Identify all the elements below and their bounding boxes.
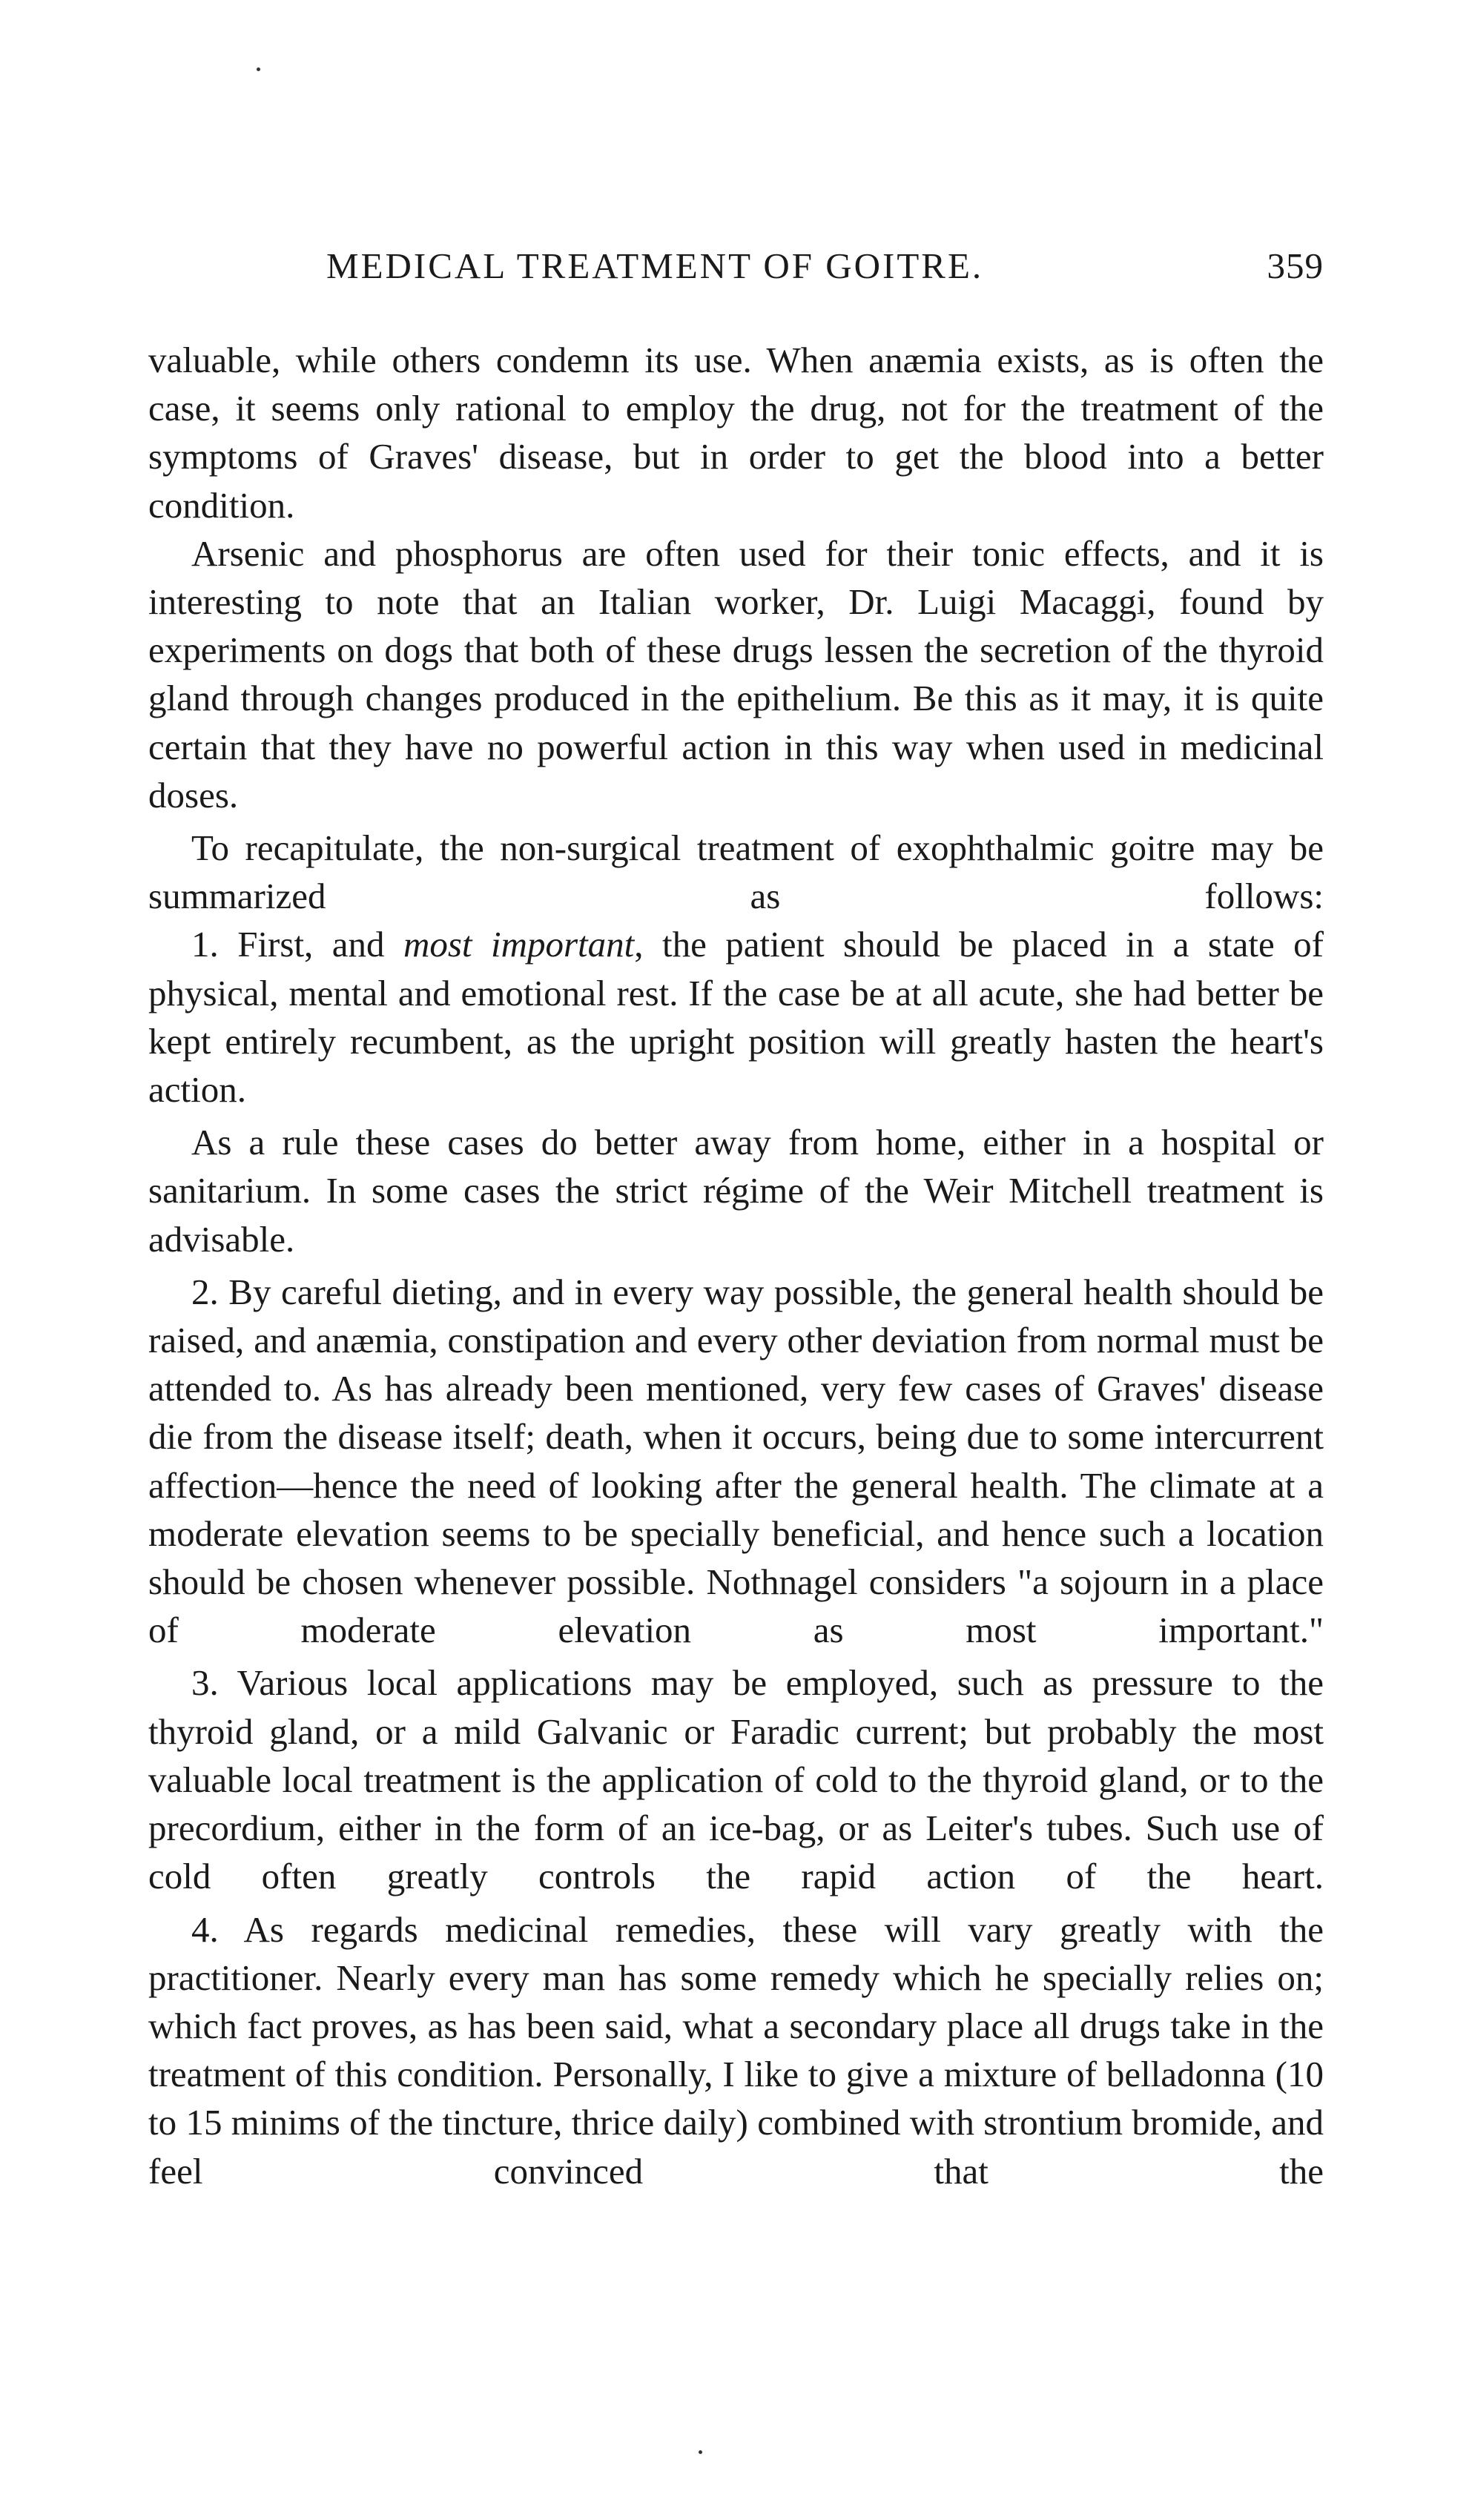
page-mark-top xyxy=(257,67,260,71)
paragraph-2: Arsenic and phosphorus are often used for their tonic effects, and it is interesting to note that an Italian worker, Dr. Luigi Macaggi, found by experiments on dogs that both of these drugs lessen the secretion of the thyroid gland through changes produced in the epithelium. Be this as it may, it is quite certain that they have no powerful action in this way when used in medicinal doses. xyxy=(148,532,1324,816)
running-title: MEDICAL TREATMENT OF GOITRE. xyxy=(326,245,984,286)
paragraph-1: valuable, while others condemn its use. When anæmia exists, as is often the case, it seems only rational to employ the drug, not for the treatment of the symptoms of Graves' disease, but in order to get the blood into a better condition. xyxy=(148,340,1324,526)
paragraph-7: 3. Various local applications may be employed, such as pressure to the thyroid gland, or a mild Galvanic or Faradic current; but probably the most valuable local treatment is the application of cold to the thyroid gland, or to the precordium, either in the form of an ice-bag, or as Leiter's tubes. Such use of cold often greatly controls the rapid action of the heart. xyxy=(148,1662,1324,1897)
paragraph-8: 4. As regards medicinal remedies, these will vary greatly with the practitioner. Nearly every man has some remedy which he specially relies on; which fact proves, as has been said, what a secondary place all drugs take in the treatment of this condition. Personally, I like to give a mixture of belladonna (10 to 15 minims of the tincture, thrice daily) combined with strontium bromide, and feel convinced that the xyxy=(148,1908,1324,2192)
paragraph-3: To recapitulate, the non-surgical treatment of exophthalmic goitre may be summarized as follows: xyxy=(148,827,1324,917)
page-mark-bottom xyxy=(699,2450,702,2454)
body-text xyxy=(148,336,1324,2195)
page-number: 359 xyxy=(1267,245,1324,286)
emphasis-most-important: most important xyxy=(403,924,635,965)
running-header xyxy=(326,245,1324,297)
paragraph-6: 2. By careful dieting, and in every way possible, the general health should be raised, and anæmia, constipation and every other deviation from normal must be attended to. As has already been mentioned, very few cases of Graves' disease die from the disease itself; death, when it occurs, being due to some intercurrent affection—hence the need of looking after the general health. The climate at a moderate elevation seems to be specially beneficial, and hence such a location should be chosen whenever possible. Nothnagel considers "a sojourn in a place of moderate elevation as most important." xyxy=(148,1271,1324,1651)
paragraph-4 xyxy=(148,920,1324,1114)
paragraph-4-lead: 1. First, and xyxy=(191,924,403,965)
paragraph-4-rest: , the patient should be placed in a state of physical, mental and emotional rest. If the case be at all acute, she had better be kept entirely recumbent, as the upright position will greatly hasten the heart's action. xyxy=(148,924,1324,1111)
paragraph-5: As a rule these cases do better away from home, either in a hospital or sanitarium. In some cases the strict régime of the Weir Mitchell treatment is advisable. xyxy=(148,1122,1324,1260)
